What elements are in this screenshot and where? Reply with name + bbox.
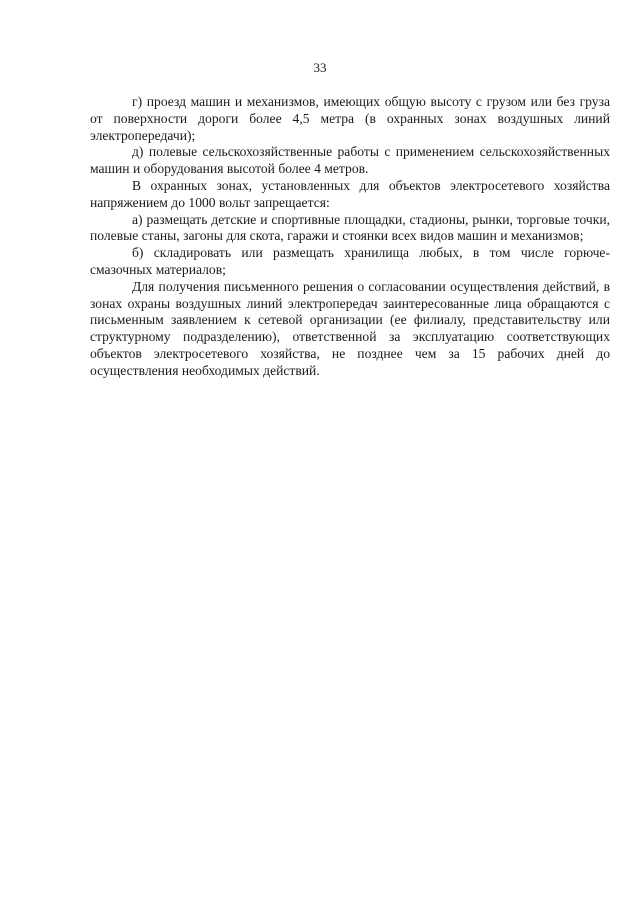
page-number: 33 [313, 60, 327, 75]
document-body [90, 94, 610, 380]
paragraph-written-decision: Для получения письменного решения о согласовании осуществления действий, в зонах охраны воздушных линий электропередач заинтересованные лица обращаются с письменным заявлением к сетевой организации (ее филиалу, представительству или структурному подразделению), ответственной за эксплуатацию соответствующих объектов электросетевого хозяйства, не позднее чем за 15 рабочих дней до осуществления необходимых действий. [90, 278, 610, 378]
paragraph-item-b: б) складировать или размещать хранилища любых, в том числе горюче-смазочных материалов; [90, 245, 610, 277]
paragraph-item-g: г) проезд машин и механизмов, имеющих общую высоту с грузом или без груза от поверхности дороги более 4,5 метра (в охранных зонах воздушных линий электропередачи); [90, 94, 610, 143]
paragraph-restrictions-intro: В охранных зонах, установленных для объектов электросетевого хозяйства напряжением до 1000 вольт запрещается: [90, 177, 610, 210]
paragraph-item-a: а) размещать детские и спортивные площадки, стадионы, рынки, торговые точки, полевые станы, загоны для скота, гаражи и стоянки всех видов машин и механизмов; [90, 211, 610, 244]
paragraph-item-d: д) полевые сельскохозяйственные работы с применением сельскохозяйственных машин и оборудования высотой более 4 метров. [90, 144, 610, 177]
